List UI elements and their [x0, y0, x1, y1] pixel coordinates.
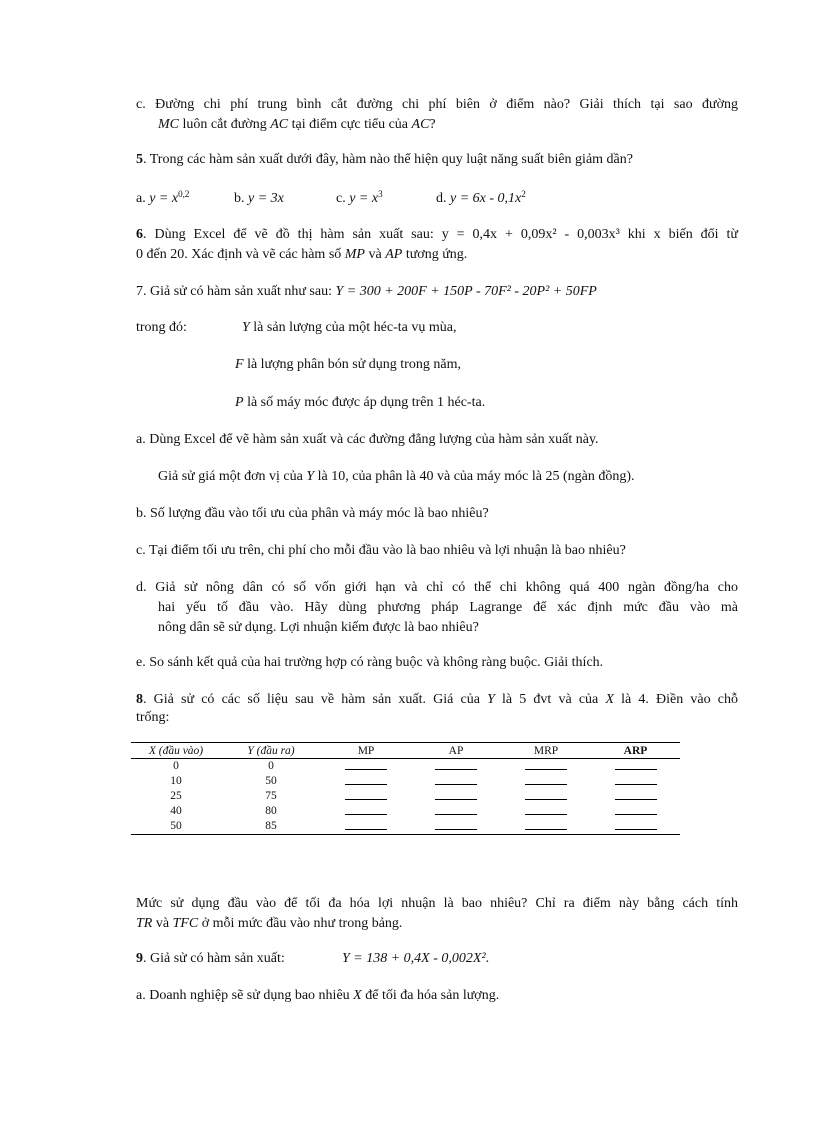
blank-line — [435, 789, 477, 800]
blank-line — [615, 819, 657, 830]
blank-line — [345, 789, 387, 800]
q6-text-1: . Dùng Excel để vẽ đồ thị hàm sản xuất sau: y = 0,4x + 0,09x² - 0,003x³ khi x biến đổi từ — [143, 227, 738, 242]
q8-text-b: là 5 đvt và của — [494, 692, 606, 707]
q7-part-c: c. Tại điểm tối ưu trên, chi phí cho mỗi đầu vào là bao nhiêu và lợi nhuận là bao nhiêu? — [136, 543, 626, 558]
blank-line — [525, 819, 567, 830]
q5-option-d-label: d. — [436, 191, 450, 206]
q7-where-label: trong đó: — [136, 320, 187, 335]
q7-lead: 7. Giả sử có hàm sản xuất như sau: — [136, 284, 336, 299]
q5-option-c-exp: 3 — [378, 189, 383, 199]
header-x-text: X (đầu vào) — [148, 744, 204, 757]
table-row — [131, 804, 680, 819]
blank-ap — [411, 789, 501, 804]
cell-x: 25 — [170, 790, 182, 802]
blank-line — [615, 774, 657, 785]
q8-number: 8 — [136, 692, 143, 707]
blank-line — [435, 759, 477, 770]
q7-assume-b: là 10, của phân là 40 và của máy móc là 25 (ngàn đồng). — [314, 469, 635, 484]
blank-mp — [321, 789, 411, 804]
q7-f-definition — [235, 355, 735, 375]
header-y — [221, 743, 321, 759]
blank-line — [615, 804, 657, 815]
q5-option-a — [136, 189, 189, 209]
header-mp: MP — [321, 743, 411, 759]
blank-ap — [411, 774, 501, 789]
header-mrp: MRP — [501, 743, 591, 759]
q8-x-var: X — [605, 692, 614, 707]
q5-option-a-expr: y = x — [149, 191, 179, 206]
q7-part-d-line-3: nông dân sẽ sử dụng. Lợi nhuận kiếm được là bao nhiêu? — [158, 620, 479, 635]
header-y-text: Y (đầu ra) — [247, 744, 295, 757]
q7-part-e: e. So sánh kết quả của hai trường hợp có ràng buộc và không ràng buộc. Giải thích. — [136, 655, 604, 670]
q5-option-c — [336, 189, 383, 209]
q5-option-c-expr: y = x — [349, 191, 379, 206]
q4c-text-a: luôn cắt đường — [179, 117, 271, 132]
blank-mp — [321, 804, 411, 819]
cell-y: 0 — [268, 760, 274, 772]
q7-assume-a: Giả sử giá một đơn vị của — [158, 469, 307, 484]
blank-line — [615, 789, 657, 800]
blank-ap — [411, 819, 501, 835]
header-arp: ARP — [591, 743, 680, 759]
q7-p-var: P — [235, 395, 244, 410]
q6-text-2a: 0 đến 20. Xác định và vẽ các hàm số — [136, 247, 345, 262]
production-table — [131, 742, 680, 835]
q7-p-desc: là số máy móc được áp dụng trên 1 héc-ta. — [243, 395, 486, 410]
q5-text: . Trong các hàm sản xuất dưới đây, hàm nào thể hiện quy luật năng suất biên giảm dần? — [143, 152, 633, 167]
table-row — [131, 759, 680, 775]
blank-line — [345, 804, 387, 815]
q5-option-d-expr: y = 6x - 0,1x — [450, 191, 522, 206]
q7-y-definition — [242, 318, 456, 338]
cell-x: 50 — [131, 819, 221, 835]
cell-y: 50 — [265, 775, 277, 787]
blank-line — [525, 759, 567, 770]
q8-text-c: là 4. Điền vào chỗ — [614, 692, 739, 707]
q9-number: 9 — [136, 951, 143, 966]
q9-formula: Y = 138 + 0,4X - 0,002X² — [342, 951, 486, 966]
q5-option-b-expr: y = 3x — [248, 191, 284, 206]
tr-symbol: TR — [136, 916, 153, 931]
cell-x: 0 — [173, 760, 179, 772]
q8-after-line-1: Mức sử dụng đầu vào để tối đa hóa lợi nhuận là bao nhiêu? Chỉ ra điểm này bằng cách tính — [136, 896, 738, 911]
q9-formula-end: . — [485, 951, 490, 966]
blank-arp — [591, 819, 680, 835]
blank-arp — [591, 789, 680, 804]
blank-line — [435, 774, 477, 785]
blank-mrp — [501, 759, 591, 775]
q7-question — [136, 282, 738, 302]
q8-after-text-b: ở mỗi mức đầu vào như trong bảng. — [198, 916, 403, 931]
blank-arp — [591, 774, 680, 789]
mp-symbol: MP — [344, 247, 365, 262]
table-row — [131, 819, 680, 835]
q7-part-d-line-2: hai yếu tố đầu vào. Hãy dùng phương pháp Lagrange để xác định mức đầu vào mà — [158, 600, 738, 615]
q5-question — [136, 150, 738, 170]
q5-option-a-exp: 0,2 — [178, 189, 190, 199]
q7-y-var: Y — [242, 320, 250, 335]
q9-a-end: để tối đa hóa sản lượng. — [361, 988, 500, 1003]
blank-ap — [411, 804, 501, 819]
q7-part-d-line-1: d. Giả sử nông dân có số vốn giới hạn và chỉ có thể chi không quá 400 ngàn đồng/ha cho — [136, 580, 738, 595]
q7-assume-y: Y — [306, 469, 315, 484]
q7-assumption — [158, 467, 738, 487]
q4c-text-end: ? — [429, 117, 436, 132]
q5-number: 5 — [136, 152, 143, 167]
q8-after-text-a: và — [152, 916, 173, 931]
blank-mrp — [501, 789, 591, 804]
q7-where-line — [136, 318, 738, 338]
blank-arp — [591, 804, 680, 819]
blank-mrp — [501, 804, 591, 819]
header-x — [131, 743, 221, 759]
q8-text-a: . Giả sử có các số liệu sau về hàm sản xuất. Giá của — [143, 692, 488, 707]
ap-symbol: AP — [385, 247, 403, 262]
header-ap: AP — [411, 743, 501, 759]
q6-line-1 — [136, 225, 738, 245]
q6-number: 6 — [136, 227, 143, 242]
mc-symbol: MC — [158, 117, 179, 132]
blank-line — [525, 804, 567, 815]
q8-y-var: Y — [487, 692, 495, 707]
q8-line-2: trống: — [136, 710, 170, 725]
q8-after-line-2 — [136, 914, 738, 934]
blank-line — [345, 774, 387, 785]
q9-formula-wrap — [342, 949, 489, 969]
q4c-text-b: tại điểm cực tiểu của — [288, 117, 412, 132]
blank-line — [435, 804, 477, 815]
q5-option-b-label: b. — [234, 191, 248, 206]
q9-a-lead: a. Doanh nghiệp sẽ sử dụng bao nhiêu — [136, 988, 354, 1003]
blank-line — [345, 759, 387, 770]
q9-question — [136, 949, 738, 969]
blank-line — [615, 759, 657, 770]
ac-symbol-2: AC — [411, 117, 430, 132]
blank-line — [345, 819, 387, 830]
q9-a-x: X — [353, 988, 362, 1003]
cell-x: 40 — [170, 805, 182, 817]
q7-p-definition — [235, 393, 735, 413]
q7-part-a: a. Dùng Excel để vẽ hàm sản xuất và các đường đẳng lượng của hàm sản xuất này. — [136, 432, 599, 447]
blank-line — [525, 774, 567, 785]
blank-mp — [321, 819, 411, 835]
q4c-line-2 — [158, 115, 738, 135]
q7-f-var: F — [235, 357, 244, 372]
blank-line — [435, 819, 477, 830]
blank-arp — [591, 759, 680, 775]
blank-line — [525, 789, 567, 800]
cell-y: 75 — [265, 790, 277, 802]
cell-y: 80 — [265, 805, 277, 817]
table-row — [131, 774, 680, 789]
q9-lead: . Giả sử có hàm sản xuất: — [143, 951, 285, 966]
q7-formula: Y = 300 + 200F + 150P - 70F² - 20P² + 50FP — [335, 284, 597, 299]
q7-y-desc: là sản lượng của một héc-ta vụ mùa, — [249, 320, 457, 335]
q5-option-b — [234, 189, 284, 209]
q9-part-a — [136, 986, 738, 1006]
blank-mrp — [501, 774, 591, 789]
cell-x: 10 — [170, 775, 182, 787]
q7-part-b: b. Số lượng đầu vào tối ưu của phân và máy móc là bao nhiêu? — [136, 506, 489, 521]
q8-line-1 — [136, 690, 738, 710]
blank-ap — [411, 759, 501, 775]
blank-mrp — [501, 819, 591, 835]
q7-f-desc: là lượng phân bón sử dụng trong năm, — [243, 357, 461, 372]
q4c-line-1: c. Đường chi phí trung bình cắt đường chi phí biên ở điểm nào? Giải thích tại sao đường — [136, 97, 738, 112]
q5-option-d-exp: 2 — [521, 189, 526, 199]
cell-y: 85 — [221, 819, 321, 835]
q5-option-d — [436, 189, 526, 209]
blank-mp — [321, 759, 411, 775]
table-row — [131, 789, 680, 804]
ac-symbol: AC — [270, 117, 289, 132]
q5-option-c-label: c. — [336, 191, 350, 206]
q6-text-2b: và — [364, 247, 386, 262]
q5-option-a-label: a. — [136, 191, 150, 206]
blank-mp — [321, 774, 411, 789]
q6-text-2c: tương ứng. — [402, 247, 468, 262]
q6-line-2 — [136, 245, 738, 265]
tfc-symbol: TFC — [172, 916, 199, 931]
